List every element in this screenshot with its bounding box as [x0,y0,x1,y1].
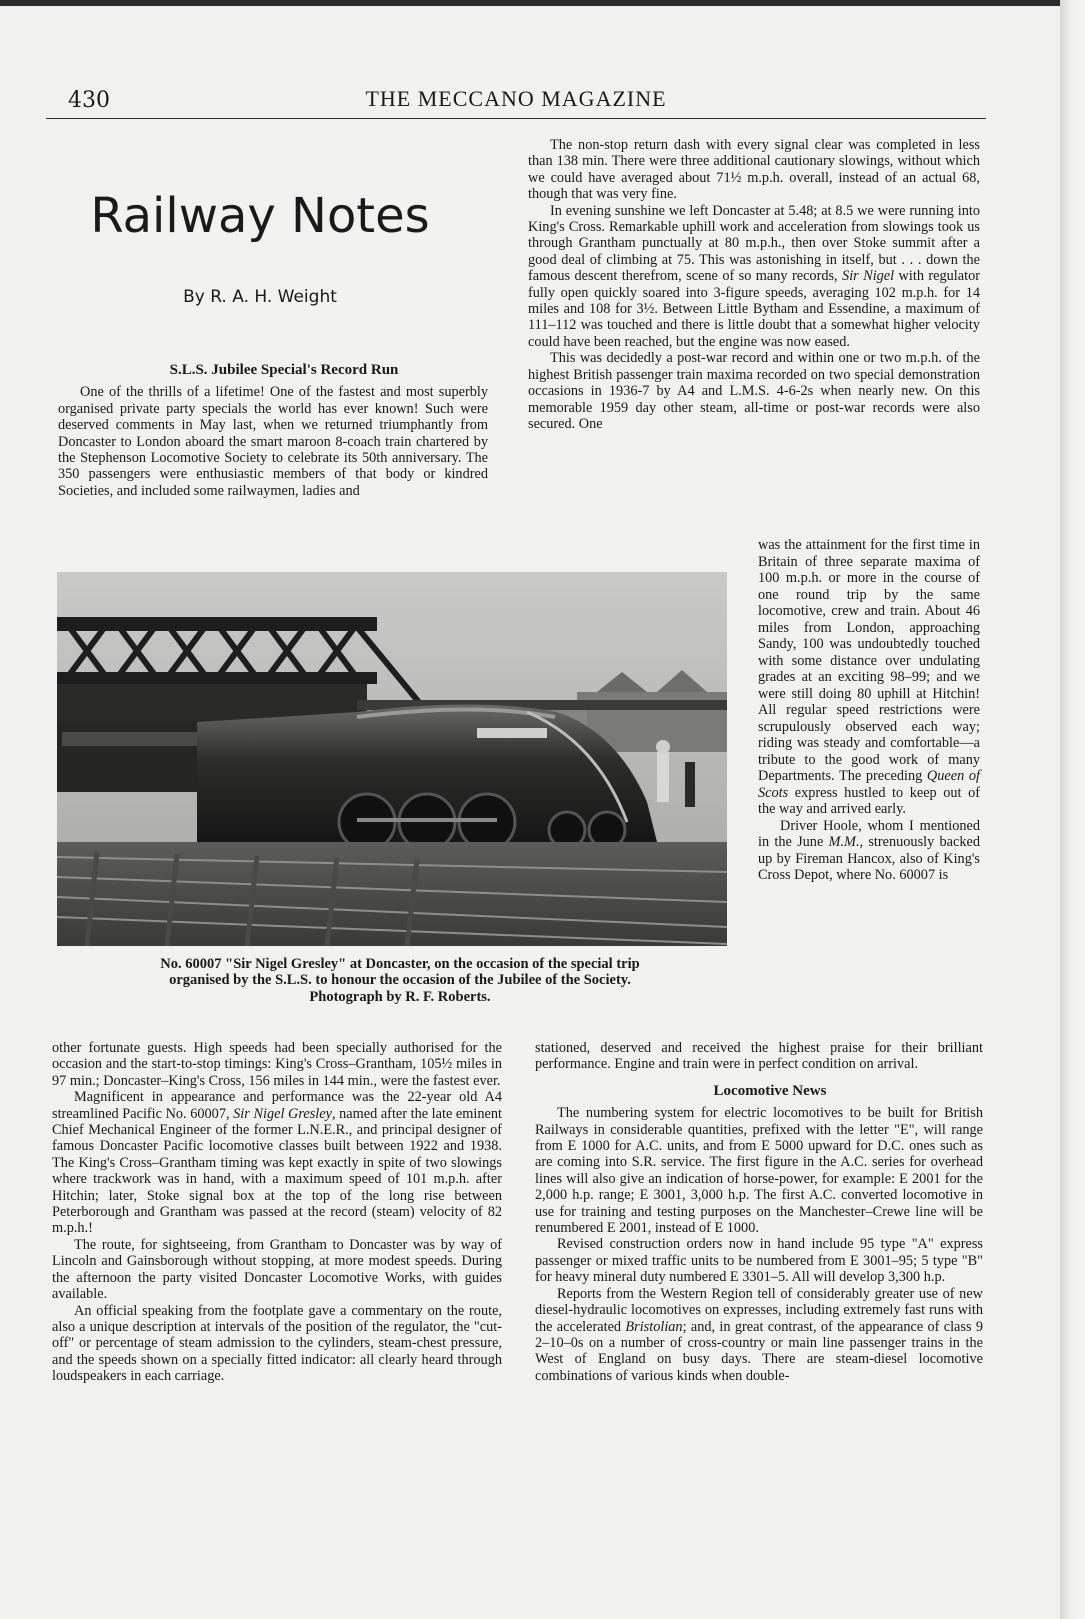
article-title: Railway Notes [90,188,430,244]
locomotive-name: Sir Nigel Gresley [233,1105,332,1122]
paragraph: Revised construction orders now in hand include 95 type "A" express passenger or mixed traffic units to be numbered from E 3001–95; 5 type "B" for heavy mineral duty numbered E 3301–5. All will develop 3,300 h.p. [535,1236,983,1286]
text-run: with regulator fully open quickly soared into 3-figure speeds, averaging 102 m.p.h. for 14 miles and 108 for 3½. Between Little Bytham and Essendine, a maximum of 111–112 was touched and there is little doubt that a somewhat higher velocity could have been reached, but the engine was now eased. [528,268,981,350]
paragraph: An official speaking from the footplate gave a commentary on the route, also a unique description at intervals of the position of the regulator, the "cut-off" or percentage of steam admission to the cylinders, steam-chest pressure, and the speeds shown on a specially fitted indicator: all clearly heard through loudspeakers in each carriage. [52,1302,502,1385]
paragraph: stationed, deserved and received the highest praise for their brilliant performance. Engine and train were in perfect condition on arrival. [535,1040,983,1073]
magazine-title: THE MECCANO MAGAZINE [365,86,667,111]
text-run: In evening sunshine we left Doncaster at 5.48; at 8.5 we were running into King's Cross. Remarkable uphill work and acceleration from slowings took us through Grantham punctually at 80 m.p.h., then over Stoke summit after a good deal of climbing at 75. This was astonishing in itself, but . . . down the famous descent therefrom, scene of so many records, [528,202,980,285]
train-name: Bristolian [625,1318,683,1335]
page-header [46,84,986,119]
train-name: Queen of Scots [758,768,980,801]
paragraph [528,203,980,351]
paragraph: other fortunate guests. High speeds had been specially authorised for the occasion and the start-to-stop timings: King's Cross–Grantham, 105½ miles in 97 min.; Doncaster–King's Cross, 156 miles in 144 min., were the fastest ever. [52,1040,502,1089]
text-run: Magnificent in appearance and performance was the 22-year old A4 streamlined Pacific No. 60007, [52,1089,502,1122]
left-column-upper [58,362,488,499]
text-run: ; and, in great contrast, of the appearance of class 9 2–10–0s on a number of cross-country or main line passenger trains in the West of England on busy days. There are steam-diesel locomotive combinations of various kinds when double- [535,1318,984,1384]
section-heading: Locomotive News [713,1082,827,1099]
right-column-lower [535,1040,983,1384]
locomotive-photo-illustration [57,572,727,946]
right-narrow-column [758,537,980,884]
caption-line: No. 60007 "Sir Nigel Gresley" at Doncaster, on the occasion of the special trip [160,956,640,972]
top-border [0,0,1060,6]
magazine-abbrev: M.M. [828,834,860,850]
caption-credit: Photograph by R. F. Roberts. [309,988,491,1005]
text-run: was the attainment for the first time in Britain of three separate maxima of 100 m.p.h. or more in the course of one round trip by the same locomotive, crew and train. About 46 miles from London, approaching Sandy, 100 was undoubtedly touched with some distance over undulating grades at an exciting 98–99; and we were still doing 80 uphill at Hitchin! All regular speed restrictions were scrupulously observed each way; riding was steady and comfortable—a tribute to the good work of many Departments. The preceding [758,537,980,784]
section-heading: S.L.S. Jubilee Special's Record Run [169,362,399,378]
paragraph: The non-stop return dash with every signal clear was completed in less than 138 min. There were three additional cautionary slowings, without which we could have averaged about 71½ m.p.h. overall, instead of an actual 68, though that was very fine. [528,137,980,203]
page-number: 430 [68,88,110,113]
caption-line: organised by the S.L.S. to honour the occasion of the Jubilee of the Society. [169,972,631,989]
photo-caption [60,956,740,1005]
text-run: Driver Hoole, whom I mentioned in the June [758,817,980,850]
paragraph: The route, for sightseeing, from Grantham to Doncaster was by way of Lincoln and Gainsborough without stopping, at more modest speeds. During the afternoon the party visited Doncaster Locomotive Works, with guides available. [52,1236,502,1303]
paragraph: One of the thrills of a lifetime! One of the fastest and most superbly organised private party specials the world has ever known! Such were deserved comments in May last, when we returned triumphantly from Doncaster to London aboard the smart maroon 8-coach train chartered by the Stephenson Locomotive Society to celebrate its 50th anniversary. The 350 passengers were enthusiastic members of that body or kindred Societies, and included some railwaymen, ladies and [58,384,488,499]
locomotive-photograph [57,572,727,946]
paragraph [535,1286,983,1384]
text-run: express hustled to keep out of the way and arrived early. [758,784,980,817]
left-column-lower [52,1040,502,1385]
paragraph [758,537,980,818]
text-run: , named after the late eminent Chief Mechanical Engineer of the former L.N.E.R., and principal designer of famous Doncaster Pacific locomotive classes built between 1922 and 1938. The King's Cross–Grantham timing was kept exactly in spite of two slowings where trackwork was in hand, with a maximum speed of 101 m.p.h. after Hitchin; later, Stoke signal box at the top of the long rise between Peterborough and Grantham was passed at the record (steam) velocity of 82 m.p.h.! [52,1105,502,1237]
paragraph: This was decidedly a post-war record and within one or two m.p.h. of the highest British passenger train maxima recorded on two special demonstration occasions in 1936-7 by A4 and L.M.S. 4-6-2s when nearly new. On this memorable 1959 day other steam, all-time or post-war records were also secured. One [528,350,980,432]
text-run: , strenuously backed up by Fireman Hancox, also of King's Cross Depot, where No. 60007 is [758,834,980,883]
paragraph [758,818,980,884]
page-edge [1060,0,1085,1619]
paragraph [52,1089,502,1237]
right-column-upper [528,137,980,432]
paragraph: The numbering system for electric locomotives to be built for British Railways in considerable quantities, prefixed with the letter "E", will range from E 1000 for A.C. units, and from E 5000 upward for D.C. ones such as are coming into S.R. service. The first figure in the A.C. series for overhead lines will also give an indication of horse-power, for example: E 2001 for the 2,000 h.p. range; E 3001, 3,000 h.p. The first A.C. converted locomotive in use for training and testing purposes on the Manchester–Crewe line will be renumbered E 2001, instead of E 1000. [535,1105,983,1237]
text-run: Reports from the Western Region tell of considerably greater use of new diesel-hydraulic locomotives on expresses, including extremely fast runs with the accelerated [535,1285,983,1335]
article-byline: By R. A. H. Weight [183,287,337,307]
locomotive-name: Sir Nigel [842,268,895,285]
